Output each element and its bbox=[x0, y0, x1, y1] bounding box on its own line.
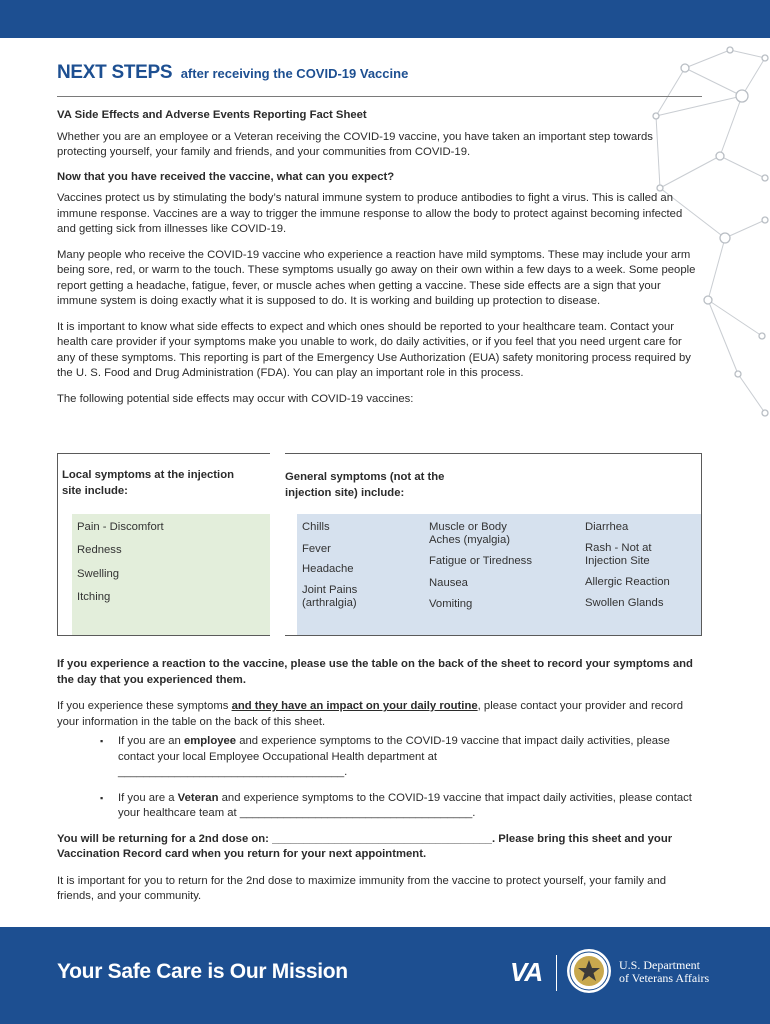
general-symptom: Joint Pains (arthralgia) bbox=[302, 584, 358, 609]
general-symptom: Rash - Not at Injection Site bbox=[585, 542, 652, 567]
second-dose-notice: You will be returning for a 2nd dose on: ___________________________________. Please bring this sheet and your Vaccination Record card when you return for your next appointment. bbox=[57, 832, 673, 860]
local-symptom: Pain - Discomfort bbox=[77, 521, 164, 533]
expect-paragraph-1: Vaccines protect us by stimulating the body’s natural immune system to produce antibodies to fight a virus. This is called an immune response. Vaccines are a way to trigger the immune response to allow the body to protect against becoming infected and getting sick from illnesses like COVID-19. bbox=[57, 192, 683, 235]
reaction-section bbox=[57, 657, 702, 905]
contact-emphasis: and they have an impact on your daily routine bbox=[231, 700, 478, 712]
title-row bbox=[57, 62, 702, 97]
expect-heading: Now that you have received the vaccine, what can you expect? bbox=[57, 170, 395, 183]
second-dose-importance: It is important for you to return for the 2nd dose to maximize immunity from the vaccine to protect yourself, your family and friends, and your community. bbox=[57, 874, 667, 902]
veteran-contact-blank: _____________________________________. bbox=[239, 807, 476, 819]
employee-contact-blank: ____________________________________. bbox=[118, 766, 348, 778]
general-symptom: Chills bbox=[302, 521, 330, 533]
bullet-marker: ▪ bbox=[100, 792, 104, 803]
general-symptom: Nausea bbox=[429, 577, 468, 589]
general-symptom: Swollen Glands bbox=[585, 597, 664, 609]
local-symptoms-panel bbox=[72, 514, 270, 635]
top-banner bbox=[0, 0, 770, 38]
expect-paragraph-2: Many people who receive the COVID-19 vaccine who experience a reaction have mild symptoms. These may include your arm being sore, red, or warm to the touch. These symptoms usually go away on their own within a few days to a week. Some people report getting a headache, fatigue, fever, or muscle aches when getting a vaccine. These side effects are a sign that your immune system is doing exactly what it is supposed to do. It is working and building up protection to disease. bbox=[57, 248, 696, 307]
general-symptom: Fever bbox=[302, 543, 331, 555]
general-symptoms-heading: General symptoms (not at the injection site) include: bbox=[285, 471, 445, 499]
contact-text-end: , please contact your provider and record your information in the table on the back of this sheet. bbox=[57, 700, 683, 728]
local-symptom: Itching bbox=[77, 591, 111, 603]
page-subtitle: after receiving the COVID-19 Vaccine bbox=[180, 66, 409, 81]
general-symptom: Vomiting bbox=[429, 598, 473, 610]
logo-divider bbox=[556, 955, 557, 991]
general-symptom: Fatigue or Tiredness bbox=[429, 555, 532, 567]
general-symptom: Headache bbox=[302, 563, 354, 575]
local-symptom: Redness bbox=[77, 544, 122, 556]
bullet-marker: ▪ bbox=[100, 736, 104, 746]
local-symptom: Swelling bbox=[77, 568, 120, 580]
local-symptoms-heading: Local symptoms at the injection site include: bbox=[62, 469, 234, 497]
veteran-emphasis: Veteran bbox=[177, 791, 219, 804]
page-title: NEXT STEPS bbox=[57, 62, 173, 83]
department-name bbox=[619, 959, 709, 985]
footer-banner bbox=[0, 927, 770, 1024]
local-symptoms-box bbox=[57, 453, 270, 636]
department-line-2: of Veterans Affairs bbox=[619, 971, 710, 985]
side-effects-intro: The following potential side effects may occur with COVID-19 vaccines: bbox=[57, 392, 414, 405]
general-symptom: Muscle or Body Aches (myalgia) bbox=[429, 521, 510, 546]
va-logo-text: VA bbox=[510, 957, 543, 987]
veteran-text-end: and experience symptoms to the COVID-19 vaccine that impact daily activities, please contact your healthcare team at bbox=[118, 791, 692, 819]
general-symptoms-panel bbox=[297, 514, 701, 635]
va-seal-icon bbox=[566, 948, 612, 994]
veteran-text-start: If you are a bbox=[118, 791, 178, 804]
employee-bullet bbox=[57, 734, 702, 781]
fact-sheet-heading: VA Side Effects and Adverse Events Reporting Fact Sheet bbox=[57, 109, 367, 121]
mission-statement: Your Safe Care is Our Mission bbox=[57, 960, 348, 983]
intro-paragraph: Whether you are an employee or a Veteran receiving the COVID-19 vaccine, you have taken an important step towards protecting yourself, your family and friends, and your communities from COVID-19. bbox=[57, 130, 653, 158]
contact-paragraph bbox=[57, 699, 702, 730]
veteran-bullet bbox=[57, 791, 702, 822]
general-symptom: Diarrhea bbox=[585, 521, 629, 533]
employee-text-end: and experience symptoms to the COVID-19 vaccine that impact daily activities, please contact your local Employee Occupational Health department at bbox=[118, 735, 670, 763]
general-symptoms-box bbox=[285, 453, 702, 636]
fact-sheet-body bbox=[57, 62, 702, 407]
employee-emphasis: employee bbox=[183, 735, 237, 747]
expect-paragraph-3: It is important to know what side effects to expect and which ones should be reported to your healthcare team. Contact your health care provider if your symptoms make you unable to work, do daily activities, or if you feel that you need urgent care for any of these symptoms. This reporting is part of the Emergency Use Authorization (EUA) safety monitoring process required by the U. S. Food and Drug Administration (FDA). You can play an important role in this process. bbox=[57, 320, 691, 379]
contact-text-start: If you experience these symptoms bbox=[57, 700, 232, 712]
department-line-1: U.S. Department bbox=[619, 958, 700, 972]
general-symptom: Allergic Reaction bbox=[585, 576, 670, 588]
reaction-instruction: If you experience a reaction to the vaccine, please use the table on the back of the sheet to record your symptoms and the day that you experienced them. bbox=[57, 658, 693, 686]
symptom-table bbox=[57, 453, 702, 635]
employee-text-start: If you are an bbox=[118, 735, 184, 747]
